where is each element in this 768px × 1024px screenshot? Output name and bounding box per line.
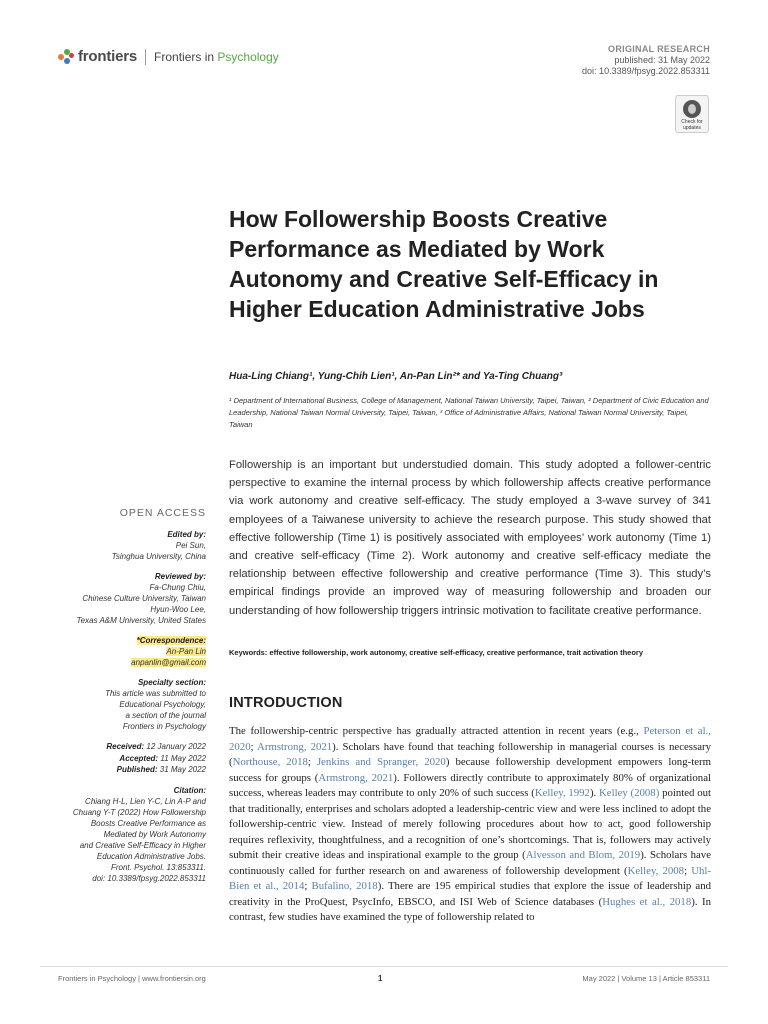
accepted-date xyxy=(40,753,206,765)
intro-text: ). Scholars have found that teaching followership in managerial courses is necessary ( xyxy=(229,740,711,768)
frontiers-logo[interactable] xyxy=(58,48,279,65)
doi-link[interactable]: doi: 10.3389/fpsyg.2022.853311 xyxy=(582,66,710,76)
journal-accent: Psychology xyxy=(217,49,279,64)
citation-line: Chiang H-L, Lien Y-C, Lin A-P and xyxy=(85,796,206,806)
citation-line: Mediated by Work Autonomy xyxy=(103,829,206,839)
citation-label: Citation: xyxy=(173,785,206,795)
accepted-label: Accepted: xyxy=(119,753,159,763)
editor-name[interactable]: Pei Sun, xyxy=(175,541,206,550)
check-updates-icon xyxy=(683,100,701,118)
section-heading-introduction: INTRODUCTION xyxy=(229,695,343,711)
keywords: Keywords: effective followership, work autonomy, creative self-efficacy, creative performance, trait activation theory xyxy=(229,648,644,657)
journal-prefix: Frontiers in xyxy=(154,49,218,64)
footer-volume-info: May 2022 | Volume 13 | Article 853311 xyxy=(582,974,710,983)
received-label: Received: xyxy=(106,742,145,751)
dates-block xyxy=(40,741,206,776)
accepted-value: 11 May 2022 xyxy=(158,753,206,763)
published-label: Published: xyxy=(116,765,158,774)
page-header xyxy=(58,44,710,84)
logo-divider xyxy=(145,49,146,65)
correspondence-name: An-Pan Lin xyxy=(166,647,206,656)
check-updates-label-2: updates xyxy=(683,125,701,131)
intro-text: ). In contrast, few studies have examined the type of followership related to xyxy=(229,895,711,923)
affiliations: ¹ Department of International Business, College of Management, National Taiwan University, Taipei, Taiwan, ² Department of Civic Education and Leadership, National Taiwan Normal University, Taipei, Taiwan, ³ Office of Administrative Affairs, National Taiwan Normal University, Taipei, Taiwan xyxy=(229,396,709,429)
citation-link[interactable]: Uhl-Bien et al., 2014 xyxy=(229,864,711,892)
specialty-line: Educational Psychology, xyxy=(119,700,206,709)
article-type: ORIGINAL RESEARCH xyxy=(608,44,710,54)
check-updates-label-1: Check for xyxy=(681,119,703,125)
intro-text: The followership-centric perspective has gradually attracted attention in recent years (e.g., xyxy=(229,725,644,737)
citation-link[interactable]: Armstrong, 2021 xyxy=(318,771,394,784)
citation-line: Education Administrative Jobs. xyxy=(96,851,206,861)
intro-text: ). There are 195 empirical studies that explore the issue of leadership and creativity in the ProQuest, PsycInfo, EBSCO, and ISI Web of Science databases ( xyxy=(229,880,711,908)
citation-link[interactable]: Bufalino, 2018 xyxy=(311,880,378,892)
abstract: Followership is an important but understudied domain. This study adopted a follower-centric perspective to examine the internal process by which followership affects creative performance via work autonomy and creative self-efficacy. The study employed a 3-wave survey of 341 employees of a Taiwanese university to achieve the research purpose. This study showed that effective followership (Time 1) is positively associated with employees’ work autonomy (Time 1) and creative self-efficacy (Time 2). Work autonomy and creative self-efficacy mediate the relationship between effective followership and creative performance (Time 3). This study’s empirical findings provide an improved way of measuring followership and broaden our understanding of how followership triggers intrinsic motivation to facilitate creative performance. xyxy=(229,459,711,617)
correspondence-block xyxy=(40,635,206,668)
citation-line: Chuang Y-T (2022) How Followership xyxy=(72,807,206,817)
brand-name: frontiers xyxy=(78,48,138,65)
footer-divider xyxy=(40,966,728,967)
citation-link[interactable]: Peterson et al., 2020 xyxy=(229,725,711,753)
citation-block xyxy=(40,785,206,884)
frontiers-logo-icon xyxy=(58,49,74,65)
intro-text: ; xyxy=(304,880,312,892)
intro-text: ). Scholars have continuously called for further research on and awareness of followership development ( xyxy=(229,849,711,877)
specialty-section-label: Specialty section: xyxy=(137,678,206,687)
intro-text: pointed out that traditionally, enterprises and scholars adopted a leadership-centric view and were less inclined to adopt the followership-centric view. Instead of merely following procedures about how to act, good followership requires reflexivity, thoughtfulness, and a recognition of one’s shortcomings. That is, followers may actively submit their creative ideas and inspirational example to the group ( xyxy=(229,787,711,861)
footer-journal-link[interactable]: Frontiers in Psychology | www.frontiersin.org xyxy=(58,974,206,983)
edited-by-block xyxy=(40,529,206,562)
citation-line: Boosts Creative Performance as xyxy=(90,818,206,828)
citation-line: Front. Psychol. 13:853311. xyxy=(110,862,206,872)
intro-text: ; xyxy=(307,756,317,768)
citation-doi[interactable]: doi: 10.3389/fpsyg.2022.853311 xyxy=(92,873,206,883)
specialty-line: This article was submitted to xyxy=(105,689,206,698)
journal-name[interactable] xyxy=(154,50,279,64)
intro-text: ). xyxy=(589,787,599,799)
citation-link[interactable]: Armstrong, 2021 xyxy=(257,740,333,753)
specialty-section-block xyxy=(40,677,206,732)
specialty-line: a section of the journal xyxy=(125,711,206,720)
page-number: 1 xyxy=(378,974,383,983)
citation-line: and Creative Self-Efficacy in Higher xyxy=(79,840,206,850)
published-date-sidebar xyxy=(40,764,206,776)
editor-affiliation: Tsinghua University, China xyxy=(111,552,206,561)
published-value: 31 May 2022 xyxy=(157,765,206,774)
citation-link[interactable]: Alvesson and Blom, 2019 xyxy=(525,849,641,861)
edited-by-label: Edited by: xyxy=(167,530,206,539)
open-access-label: OPEN ACCESS xyxy=(119,507,206,519)
check-for-updates-button[interactable] xyxy=(675,95,709,133)
reviewer-affiliation: Chinese Culture University, Taiwan xyxy=(82,594,206,603)
received-date xyxy=(40,741,206,753)
reviewer-affiliation: Texas A&M University, United States xyxy=(76,616,206,625)
intro-text: ; xyxy=(250,740,258,753)
correspondence-email[interactable]: anpanlin@gmail.com xyxy=(131,658,206,667)
intro-text: ) because followership development empowers long-term success for groups ( xyxy=(229,756,711,784)
article-title: How Followership Boosts Creative Performance as Mediated by Work Autonomy and Creative Self-Efficacy in Higher Education Administrative Jobs xyxy=(229,206,659,322)
citation-link[interactable]: Kelley, 2008 xyxy=(627,864,685,877)
intro-text: ; xyxy=(684,864,692,877)
specialty-line: Frontiers in Psychology xyxy=(122,722,206,731)
citation-link[interactable]: Kelley (2008) xyxy=(598,787,660,799)
article-meta xyxy=(582,44,710,77)
author-list[interactable]: Hua-Ling Chiang¹, Yung-Chih Lien¹, An-Pan Lin²* and Ya-Ting Chuang³ xyxy=(229,371,563,382)
published-date: published: 31 May 2022 xyxy=(614,55,710,65)
citation-link[interactable]: Hughes et al., 2018 xyxy=(602,895,692,908)
received-value: 12 January 2022 xyxy=(144,742,206,751)
correspondence-label: *Correspondence: xyxy=(136,636,206,645)
intro-text: ). Followers directly contribute to approximately 80% of organizational success, whereas leaders may contribute to only 20% of such success ( xyxy=(229,771,711,799)
reviewed-by-label: Reviewed by: xyxy=(154,572,206,581)
citation-link[interactable]: Kelley, 1992 xyxy=(534,787,590,799)
reviewer-name[interactable]: Hyun-Woo Lee, xyxy=(150,605,206,614)
introduction-body xyxy=(229,724,711,926)
citation-link[interactable]: Northouse, 2018 xyxy=(232,756,308,768)
citation-link[interactable]: Jenkins and Spranger, 2020 xyxy=(316,756,446,768)
reviewer-name[interactable]: Fa-Chung Chiu, xyxy=(149,583,206,592)
reviewed-by-block xyxy=(40,571,206,626)
article-sidebar xyxy=(40,508,206,893)
